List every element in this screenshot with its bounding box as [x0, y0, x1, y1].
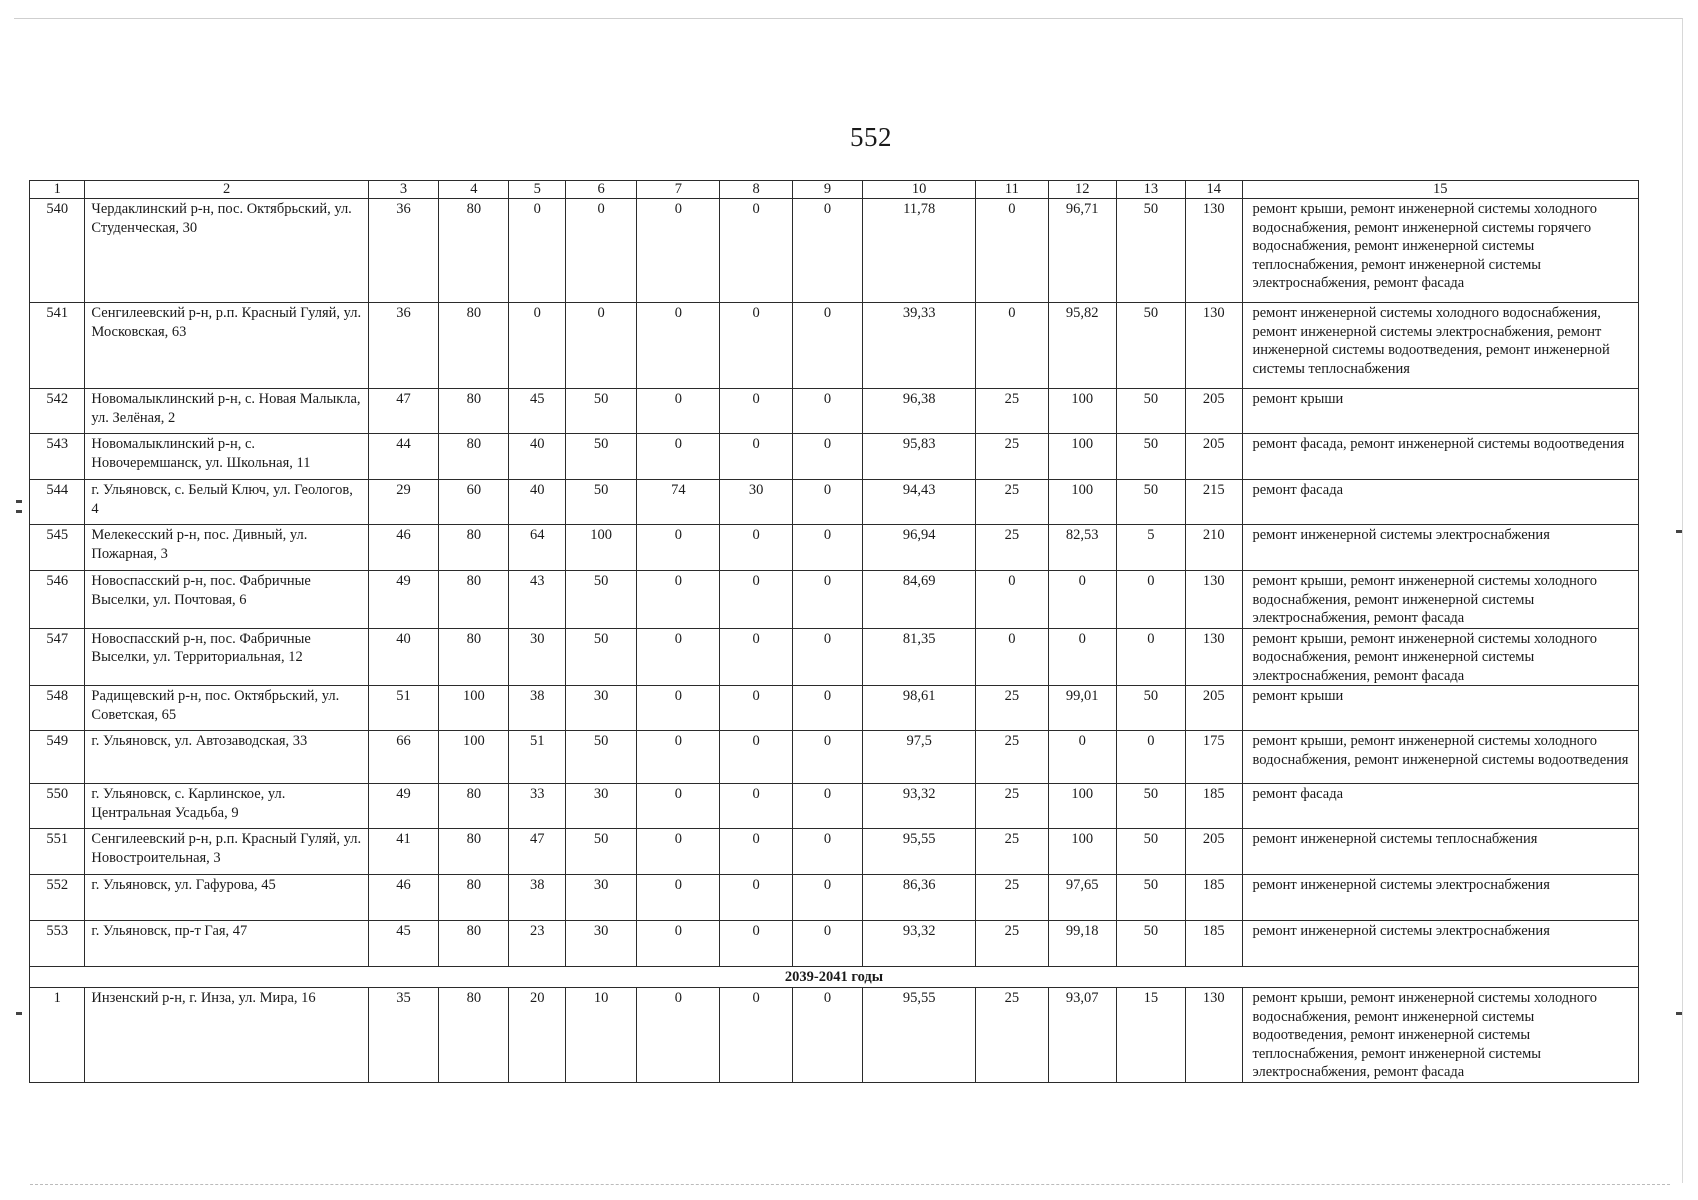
column-number: 12 [1048, 181, 1116, 199]
value-cell: 97,5 [863, 731, 976, 784]
value-cell: 0 [509, 303, 565, 389]
value-cell: 86,36 [863, 875, 976, 921]
value-cell: 0 [720, 686, 792, 731]
value-cell: 60 [439, 480, 509, 525]
table-row [30, 571, 1639, 629]
scan-mark [1676, 1012, 1682, 1015]
table-row [30, 921, 1639, 967]
value-cell: 0 [976, 628, 1048, 686]
value-cell: 25 [976, 921, 1048, 967]
value-cell: 25 [976, 525, 1048, 571]
value-cell: 30 [565, 686, 636, 731]
works-cell: ремонт инженерной системы электроснабжения [1242, 525, 1639, 571]
address-cell: Мелекесский р-н, пос. Дивный, ул. Пожарная, 3 [85, 525, 368, 571]
works-cell: ремонт крыши, ремонт инженерной системы холодного водоснабжения, ремонт инженерной системы горячего водоснабжения, ремонт инженерной системы теплоснабжения, ремонт инженерной системы электроснабжения, ремонт фасада [1242, 199, 1639, 303]
address-cell: Сенгилеевский р-н, р.п. Красный Гуляй, ул. Новостроительная, 3 [85, 829, 368, 875]
address-cell: Новоспасский р-н, пос. Фабричные Выселки, ул. Почтовая, 6 [85, 571, 368, 629]
value-cell: 100 [1048, 480, 1116, 525]
value-cell: 0 [792, 389, 862, 434]
value-cell: 50 [1116, 199, 1185, 303]
column-number-row [30, 181, 1639, 199]
value-cell: 0 [1116, 731, 1185, 784]
value-cell: 97,65 [1048, 875, 1116, 921]
value-cell: 36 [368, 303, 438, 389]
value-cell: 50 [565, 389, 636, 434]
value-cell: 0 [792, 731, 862, 784]
value-cell: 0 [792, 571, 862, 629]
column-number: 7 [637, 181, 720, 199]
value-cell: 15 [1116, 988, 1185, 1083]
column-number: 1 [30, 181, 85, 199]
value-cell: 0 [637, 686, 720, 731]
works-cell: ремонт крыши [1242, 686, 1639, 731]
value-cell: 0 [792, 829, 862, 875]
address-cell: г. Ульяновск, пр-т Гая, 47 [85, 921, 368, 967]
value-cell: 80 [439, 829, 509, 875]
value-cell: 25 [976, 784, 1048, 829]
address-cell: Новомалыклинский р-н, с. Новая Малыкла, ул. Зелёная, 2 [85, 389, 368, 434]
value-cell: 0 [1116, 571, 1185, 629]
table-row [30, 628, 1639, 686]
registry-table [29, 180, 1639, 1083]
value-cell: 0 [976, 303, 1048, 389]
value-cell: 80 [439, 434, 509, 480]
value-cell: 25 [976, 829, 1048, 875]
scan-mark [1676, 530, 1682, 533]
value-cell: 95,55 [863, 988, 976, 1083]
address-cell: г. Ульяновск, с. Белый Ключ, ул. Геологов, 4 [85, 480, 368, 525]
value-cell: 43 [509, 571, 565, 629]
column-number: 15 [1242, 181, 1639, 199]
value-cell: 30 [720, 480, 792, 525]
value-cell: 41 [368, 829, 438, 875]
value-cell: 51 [509, 731, 565, 784]
value-cell: 30 [565, 921, 636, 967]
column-number: 3 [368, 181, 438, 199]
column-number: 4 [439, 181, 509, 199]
value-cell: 0 [720, 571, 792, 629]
value-cell: 80 [439, 784, 509, 829]
value-cell: 25 [976, 731, 1048, 784]
value-cell: 130 [1186, 199, 1242, 303]
value-cell: 5 [1116, 525, 1185, 571]
value-cell: 0 [637, 389, 720, 434]
value-cell: 40 [509, 434, 565, 480]
address-cell: Чердаклинский р-н, пос. Октябрьский, ул. Студенческая, 30 [85, 199, 368, 303]
value-cell: 96,71 [1048, 199, 1116, 303]
works-cell: ремонт фасада [1242, 784, 1639, 829]
value-cell: 0 [720, 303, 792, 389]
value-cell: 0 [565, 303, 636, 389]
row-number-cell: 546 [30, 571, 85, 629]
value-cell: 100 [1048, 829, 1116, 875]
value-cell: 25 [976, 480, 1048, 525]
value-cell: 0 [637, 434, 720, 480]
value-cell: 0 [792, 303, 862, 389]
value-cell: 0 [637, 525, 720, 571]
value-cell: 25 [976, 988, 1048, 1083]
value-cell: 80 [439, 199, 509, 303]
table-row [30, 784, 1639, 829]
value-cell: 0 [720, 628, 792, 686]
value-cell: 0 [720, 921, 792, 967]
value-cell: 93,32 [863, 921, 976, 967]
value-cell: 29 [368, 480, 438, 525]
value-cell: 0 [792, 480, 862, 525]
value-cell: 0 [637, 303, 720, 389]
works-cell: ремонт крыши [1242, 389, 1639, 434]
address-cell: г. Ульяновск, ул. Гафурова, 45 [85, 875, 368, 921]
value-cell: 96,94 [863, 525, 976, 571]
column-number: 13 [1116, 181, 1185, 199]
table-row [30, 389, 1639, 434]
row-number-cell: 550 [30, 784, 85, 829]
column-number: 10 [863, 181, 976, 199]
value-cell: 99,18 [1048, 921, 1116, 967]
value-cell: 50 [565, 571, 636, 629]
value-cell: 11,78 [863, 199, 976, 303]
value-cell: 0 [637, 784, 720, 829]
row-number-cell: 548 [30, 686, 85, 731]
value-cell: 46 [368, 525, 438, 571]
value-cell: 0 [976, 199, 1048, 303]
value-cell: 50 [1116, 389, 1185, 434]
value-cell: 50 [1116, 921, 1185, 967]
table-row [30, 303, 1639, 389]
row-number-cell: 540 [30, 199, 85, 303]
value-cell: 185 [1186, 921, 1242, 967]
works-cell: ремонт инженерной системы электроснабжения [1242, 875, 1639, 921]
works-cell: ремонт крыши, ремонт инженерной системы холодного водоснабжения, ремонт инженерной системы электроснабжения, ремонт фасада [1242, 571, 1639, 629]
value-cell: 64 [509, 525, 565, 571]
value-cell: 0 [637, 875, 720, 921]
row-number-cell: 1 [30, 988, 85, 1083]
value-cell: 35 [368, 988, 438, 1083]
works-cell: ремонт крыши, ремонт инженерной системы холодного водоснабжения, ремонт инженерной системы электроснабжения, ремонт фасада [1242, 628, 1639, 686]
value-cell: 81,35 [863, 628, 976, 686]
value-cell: 0 [720, 784, 792, 829]
works-cell: ремонт фасада, ремонт инженерной системы водоотведения [1242, 434, 1639, 480]
value-cell: 38 [509, 686, 565, 731]
value-cell: 30 [509, 628, 565, 686]
table-row [30, 199, 1639, 303]
value-cell: 175 [1186, 731, 1242, 784]
value-cell: 100 [565, 525, 636, 571]
address-cell: Новомалыклинский р-н, с. Новочеремшанск, ул. Школьная, 11 [85, 434, 368, 480]
value-cell: 80 [439, 988, 509, 1083]
table-row [30, 829, 1639, 875]
value-cell: 50 [565, 434, 636, 480]
value-cell: 99,01 [1048, 686, 1116, 731]
value-cell: 39,33 [863, 303, 976, 389]
value-cell: 0 [720, 875, 792, 921]
scan-mark [16, 510, 22, 513]
works-cell: ремонт инженерной системы холодного водоснабжения, ремонт инженерной системы электроснабжения, ремонт инженерной системы водоотведения, ремонт инженерной системы теплоснабжения [1242, 303, 1639, 389]
value-cell: 51 [368, 686, 438, 731]
value-cell: 20 [509, 988, 565, 1083]
value-cell: 66 [368, 731, 438, 784]
value-cell: 100 [439, 731, 509, 784]
row-number-cell: 551 [30, 829, 85, 875]
value-cell: 33 [509, 784, 565, 829]
value-cell: 210 [1186, 525, 1242, 571]
value-cell: 0 [720, 389, 792, 434]
value-cell: 0 [720, 988, 792, 1083]
value-cell: 40 [368, 628, 438, 686]
period-row [30, 967, 1639, 988]
row-number-cell: 549 [30, 731, 85, 784]
address-cell: Сенгилеевский р-н, р.п. Красный Гуляй, ул. Московская, 63 [85, 303, 368, 389]
value-cell: 130 [1186, 628, 1242, 686]
value-cell: 94,43 [863, 480, 976, 525]
address-cell: г. Ульяновск, ул. Автозаводская, 33 [85, 731, 368, 784]
value-cell: 25 [976, 875, 1048, 921]
scan-mark [16, 1012, 22, 1015]
table-row [30, 525, 1639, 571]
value-cell: 0 [637, 571, 720, 629]
column-number: 8 [720, 181, 792, 199]
scan-dash-line [30, 1184, 1670, 1185]
value-cell: 0 [637, 628, 720, 686]
value-cell: 0 [720, 199, 792, 303]
value-cell: 84,69 [863, 571, 976, 629]
row-number-cell: 542 [30, 389, 85, 434]
value-cell: 0 [792, 199, 862, 303]
value-cell: 50 [1116, 480, 1185, 525]
table-row [30, 731, 1639, 784]
value-cell: 0 [637, 829, 720, 875]
column-number: 2 [85, 181, 368, 199]
works-cell: ремонт крыши, ремонт инженерной системы холодного водоснабжения, ремонт инженерной системы водоотведения [1242, 731, 1639, 784]
value-cell: 45 [509, 389, 565, 434]
value-cell: 0 [792, 921, 862, 967]
value-cell: 93,07 [1048, 988, 1116, 1083]
row-number-cell: 545 [30, 525, 85, 571]
value-cell: 80 [439, 525, 509, 571]
value-cell: 93,32 [863, 784, 976, 829]
value-cell: 0 [509, 199, 565, 303]
address-cell: Инзенский р-н, г. Инза, ул. Мира, 16 [85, 988, 368, 1083]
value-cell: 0 [792, 525, 862, 571]
works-cell: ремонт инженерной системы теплоснабжения [1242, 829, 1639, 875]
value-cell: 50 [565, 480, 636, 525]
value-cell: 0 [637, 921, 720, 967]
address-cell: Радищевский р-н, пос. Октябрьский, ул. Советская, 65 [85, 686, 368, 731]
value-cell: 0 [792, 686, 862, 731]
value-cell: 10 [565, 988, 636, 1083]
value-cell: 80 [439, 628, 509, 686]
value-cell: 95,55 [863, 829, 976, 875]
value-cell: 47 [368, 389, 438, 434]
value-cell: 47 [509, 829, 565, 875]
value-cell: 80 [439, 875, 509, 921]
value-cell: 44 [368, 434, 438, 480]
value-cell: 0 [1048, 628, 1116, 686]
value-cell: 50 [565, 628, 636, 686]
value-cell: 0 [565, 199, 636, 303]
value-cell: 80 [439, 571, 509, 629]
works-cell: ремонт инженерной системы электроснабжения [1242, 921, 1639, 967]
value-cell: 100 [439, 686, 509, 731]
value-cell: 38 [509, 875, 565, 921]
value-cell: 130 [1186, 571, 1242, 629]
value-cell: 50 [1116, 875, 1185, 921]
value-cell: 0 [792, 784, 862, 829]
value-cell: 0 [637, 988, 720, 1083]
scan-mark [16, 500, 22, 503]
value-cell: 95,83 [863, 434, 976, 480]
value-cell: 95,82 [1048, 303, 1116, 389]
value-cell: 50 [1116, 784, 1185, 829]
value-cell: 36 [368, 199, 438, 303]
value-cell: 25 [976, 389, 1048, 434]
value-cell: 185 [1186, 784, 1242, 829]
value-cell: 0 [720, 525, 792, 571]
table-row [30, 434, 1639, 480]
value-cell: 50 [565, 829, 636, 875]
row-number-cell: 544 [30, 480, 85, 525]
value-cell: 25 [976, 686, 1048, 731]
value-cell: 205 [1186, 686, 1242, 731]
table-body [30, 181, 1639, 1083]
value-cell: 49 [368, 784, 438, 829]
value-cell: 45 [368, 921, 438, 967]
value-cell: 205 [1186, 434, 1242, 480]
column-number: 14 [1186, 181, 1242, 199]
table-row [30, 480, 1639, 525]
column-number: 6 [565, 181, 636, 199]
value-cell: 74 [637, 480, 720, 525]
value-cell: 0 [792, 628, 862, 686]
column-number: 11 [976, 181, 1048, 199]
value-cell: 0 [1048, 731, 1116, 784]
value-cell: 0 [720, 731, 792, 784]
value-cell: 130 [1186, 988, 1242, 1083]
value-cell: 100 [1048, 434, 1116, 480]
value-cell: 46 [368, 875, 438, 921]
value-cell: 205 [1186, 389, 1242, 434]
value-cell: 80 [439, 921, 509, 967]
value-cell: 0 [637, 199, 720, 303]
column-number: 5 [509, 181, 565, 199]
value-cell: 185 [1186, 875, 1242, 921]
value-cell: 30 [565, 784, 636, 829]
value-cell: 205 [1186, 829, 1242, 875]
value-cell: 96,38 [863, 389, 976, 434]
row-number-cell: 543 [30, 434, 85, 480]
row-number-cell: 541 [30, 303, 85, 389]
value-cell: 50 [1116, 434, 1185, 480]
row-number-cell: 553 [30, 921, 85, 967]
address-cell: Новоспасский р-н, пос. Фабричные Выселки, ул. Территориальная, 12 [85, 628, 368, 686]
value-cell: 215 [1186, 480, 1242, 525]
value-cell: 98,61 [863, 686, 976, 731]
value-cell: 100 [1048, 784, 1116, 829]
works-cell: ремонт фасада [1242, 480, 1639, 525]
value-cell: 0 [792, 875, 862, 921]
period-label: 2039-2041 годы [30, 967, 1639, 988]
works-cell: ремонт крыши, ремонт инженерной системы холодного водоснабжения, ремонт инженерной системы водоотведения, ремонт инженерной системы теплоснабжения, ремонт инженерной системы электроснабжения, ремонт фасада [1242, 988, 1639, 1083]
address-cell: г. Ульяновск, с. Карлинское, ул. Центральная Усадьба, 9 [85, 784, 368, 829]
page-number: 552 [850, 122, 892, 152]
value-cell: 0 [1048, 571, 1116, 629]
value-cell: 0 [976, 571, 1048, 629]
value-cell: 0 [792, 988, 862, 1083]
value-cell: 50 [1116, 829, 1185, 875]
value-cell: 100 [1048, 389, 1116, 434]
value-cell: 0 [792, 434, 862, 480]
table-row [30, 875, 1639, 921]
value-cell: 80 [439, 303, 509, 389]
column-number: 9 [792, 181, 862, 199]
value-cell: 25 [976, 434, 1048, 480]
value-cell: 50 [565, 731, 636, 784]
value-cell: 49 [368, 571, 438, 629]
value-cell: 0 [720, 434, 792, 480]
value-cell: 82,53 [1048, 525, 1116, 571]
value-cell: 0 [720, 829, 792, 875]
value-cell: 130 [1186, 303, 1242, 389]
value-cell: 30 [565, 875, 636, 921]
value-cell: 0 [1116, 628, 1185, 686]
value-cell: 50 [1116, 686, 1185, 731]
value-cell: 0 [637, 731, 720, 784]
value-cell: 23 [509, 921, 565, 967]
row-number-cell: 547 [30, 628, 85, 686]
table-row [30, 686, 1639, 731]
value-cell: 40 [509, 480, 565, 525]
value-cell: 50 [1116, 303, 1185, 389]
table-row [30, 988, 1639, 1083]
row-number-cell: 552 [30, 875, 85, 921]
value-cell: 80 [439, 389, 509, 434]
